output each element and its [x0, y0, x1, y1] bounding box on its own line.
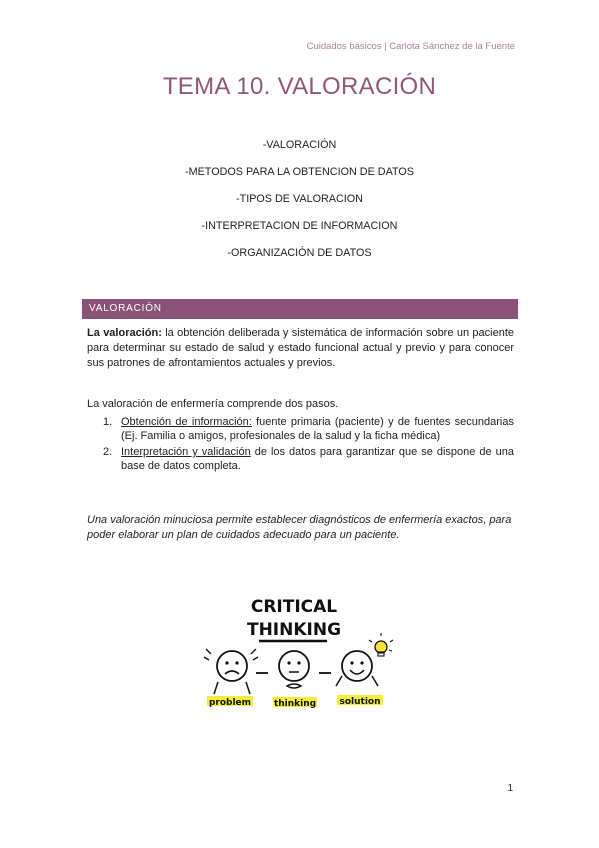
- step-term: Obtención de información:: [121, 416, 252, 428]
- toc-item: -METODOS PARA LA OBTENCION DE DATOS: [185, 166, 414, 178]
- label-thinking: thinking: [273, 699, 317, 709]
- list-number: 2.: [103, 446, 113, 458]
- step-text: fuente primaria (paciente) y de fuentes secundarias (Ej. Familia o amigos, profesionales de la salud y la ficha médica): [121, 416, 514, 442]
- illustration-heading-1: CRITICAL: [250, 597, 338, 617]
- table-of-contents: [0, 139, 599, 274]
- critical-thinking-illustration: [195, 590, 405, 715]
- note-paragraph: Una valoración minuciosa permite establecer diagnósticos de enfermería exactos, para poder elaborar un plan de cuidados adecuado para un paciente.: [87, 514, 512, 541]
- thinking-face-icon: [279, 651, 309, 688]
- step-term: Interpretación y validación: [121, 446, 251, 458]
- lightbulb-icon: [369, 633, 393, 656]
- illustration-heading-2: THINKING: [246, 620, 342, 640]
- definition-paragraph: [87, 326, 514, 371]
- steps-list: [103, 415, 514, 475]
- intro-paragraph: La valoración de enfermería comprende dos pasos.: [87, 398, 339, 410]
- happy-face-icon: [336, 651, 378, 686]
- page-number: 1: [507, 783, 513, 794]
- label-problem: problem: [208, 698, 252, 708]
- page-header: Cuidados básicos | Carlota Sánchez de la Fuente: [306, 41, 515, 52]
- toc-item: -TIPOS DE VALORACION: [236, 193, 363, 205]
- toc-item: -INTERPRETACION DE INFORMACION: [201, 220, 398, 232]
- page-title: TEMA 10. VALORACIÓN: [162, 73, 437, 100]
- worried-face-icon: [204, 649, 258, 694]
- list-number: 1.: [103, 416, 113, 428]
- definition-text: la obtención deliberada y sistemática de información sobre un paciente para determinar su estado de salud y estado funcional actual y previo y para conocer sus patrones de afrontamientos actuales y previos.: [87, 327, 514, 369]
- section-heading: VALORACIÓN: [82, 299, 518, 319]
- step-text: de los datos para garantizar que se dispone de una base de datos completa.: [121, 446, 514, 472]
- list-item: [103, 445, 514, 473]
- toc-item: -VALORACIÓN: [262, 139, 337, 151]
- toc-item: -ORGANIZACIÓN DE DATOS: [227, 247, 372, 259]
- label-solution: solution: [339, 697, 381, 707]
- list-item: [103, 415, 514, 443]
- definition-term: La valoración:: [87, 327, 162, 339]
